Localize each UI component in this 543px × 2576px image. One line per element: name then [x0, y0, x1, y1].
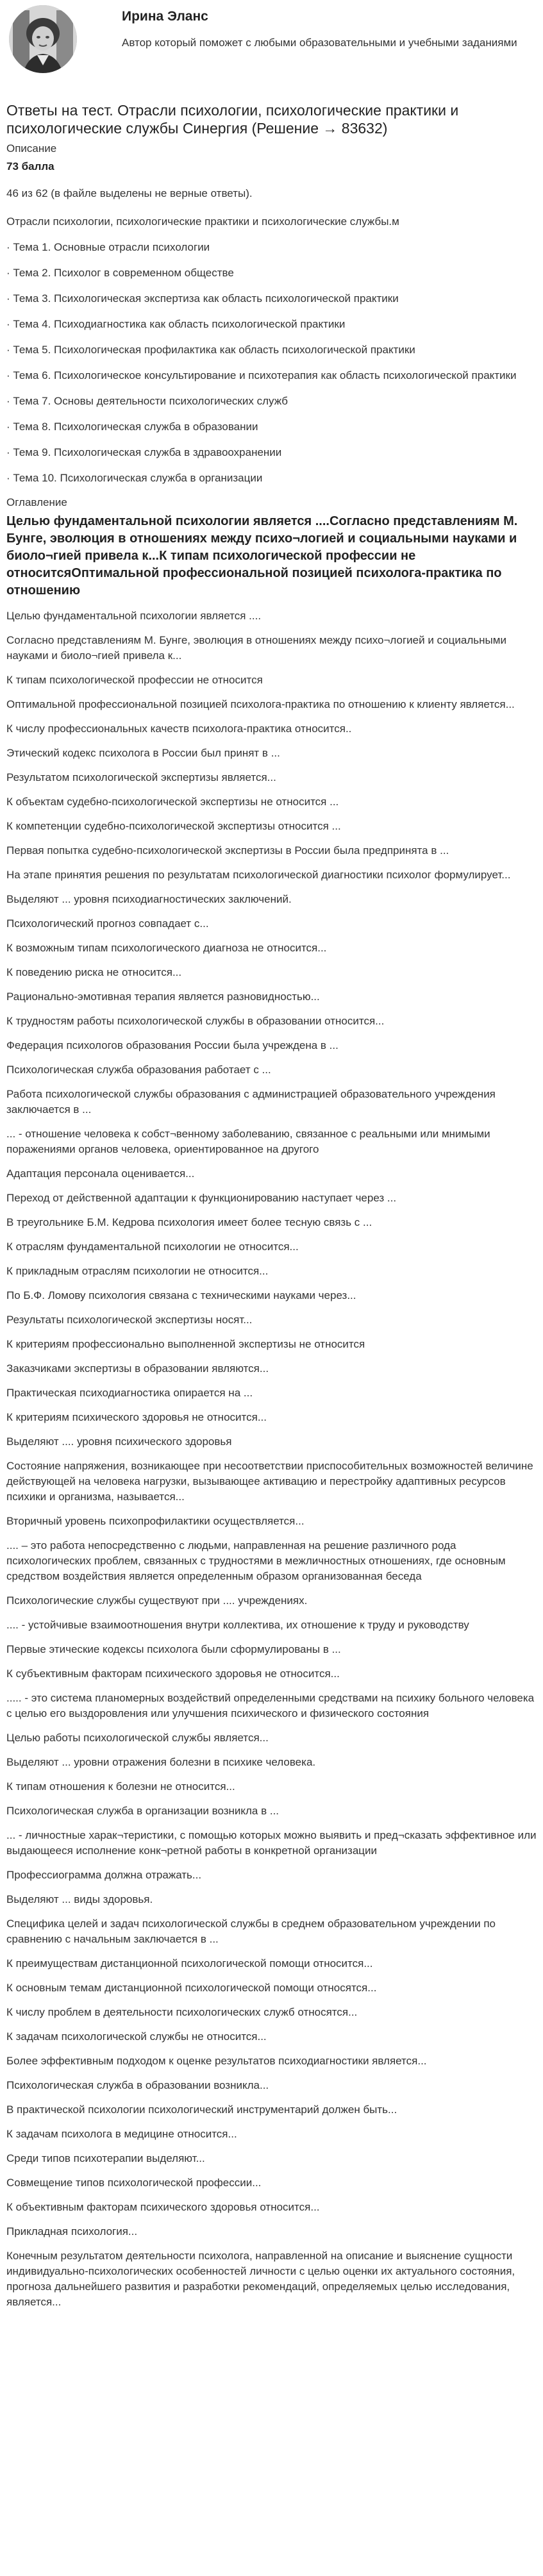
question-item: К субъективным факторам психического здоровья не относится...	[6, 1668, 340, 1680]
author-info	[122, 5, 532, 52]
question-item: Целью работы психологической службы является...	[6, 1732, 269, 1744]
author-avatar[interactable]	[9, 5, 77, 73]
question-item: Заказчиками экспертизы в образовании являются...	[6, 1362, 269, 1375]
question-item: Выделяют ... уровня психодиагностических заключений.	[6, 893, 292, 905]
author-header	[6, 0, 537, 101]
question-item: Вторичный уровень психопрофилактики осуществляется...	[6, 1515, 305, 1527]
question-item: К преимуществам дистанционной психологической помощи относится...	[6, 1957, 373, 1970]
question-item: На этапе принятия решения по результатам психологической диагностики психолог формулирует...	[6, 869, 511, 881]
topic-item: · Тема 1. Основные отрасли психологии	[6, 241, 210, 253]
question-item: Первая попытка судебно-психологической экспертизы в России была предпринята в ...	[6, 844, 449, 857]
question-item: Психологическая служба образования работает с ...	[6, 1064, 271, 1076]
topic-list	[6, 240, 537, 486]
question-item: Федерация психологов образования России была учреждена в ...	[6, 1039, 338, 1051]
author-name[interactable]: Ирина Эланс	[122, 9, 208, 24]
toc-label: Оглавление	[6, 496, 67, 508]
question-item: Адаптация персонала оценивается...	[6, 1167, 195, 1180]
description-label: Описание	[6, 142, 57, 155]
question-item: Результаты психологической экспертизы носят...	[6, 1314, 253, 1326]
question-item: К объектам судебно-психологической экспертизы не относится ...	[6, 796, 339, 808]
question-item: К прикладным отраслям психологии не относится...	[6, 1265, 269, 1277]
question-item: К типам психологической профессии не относится	[6, 674, 263, 686]
question-item: Совмещение типов психологической профессии...	[6, 2177, 262, 2189]
question-item: Психологические службы существуют при .... учреждениях.	[6, 1594, 308, 1607]
question-item: Оптимальной профессиональной позицией психолога-практика по отношению к клиенту является...	[6, 698, 515, 710]
topic-item: · Тема 2. Психолог в современном обществе	[6, 267, 234, 279]
question-item: Прикладная психология...	[6, 2225, 138, 2237]
question-item: К критериям психического здоровья не относится...	[6, 1411, 267, 1423]
question-item: К числу профессиональных качеств психолога-практика относится..	[6, 723, 352, 735]
question-item: Психологическая служба в образовании возникла...	[6, 2079, 269, 2091]
question-item: Психологическая служба в организации возникла в ...	[6, 1805, 280, 1817]
question-item: Более эффективным подходом к оценке результатов психодиагностики является...	[6, 2055, 427, 2067]
question-item: ... - отношение человека к собст¬венному заболеванию, связанное с реальными или мнимыми поражениями органов человека, ориентированное на другого	[6, 1128, 490, 1155]
question-item: .... - устойчивые взаимоотношения внутри коллектива, их отношение к труду и руководству	[6, 1619, 469, 1631]
avatar-photo	[9, 5, 77, 73]
question-item: К поведению риска не относится...	[6, 966, 182, 978]
question-item: К задачам психолога в медицине относится...	[6, 2128, 237, 2140]
question-item: Выделяют .... уровня психического здоровья	[6, 1435, 232, 1448]
question-item: Переход от действенной адаптации к функционированию наступает через ...	[6, 1192, 397, 1204]
question-item: К отраслям фундаментальной психологии не относится...	[6, 1241, 299, 1253]
topic-item: · Тема 8. Психологическая служба в образовании	[6, 421, 258, 433]
question-item: Результатом психологической экспертизы является...	[6, 771, 276, 783]
question-item: .... – это работа непосредственно с людьми, направленная на решение различного рода психологических проблем, связанных с трудностями в межличностных отношениях, где основным средством воздействия является определенным образом организованная беседа	[6, 1539, 506, 1582]
question-item: Первые этические кодексы психолога были сформулированы в ...	[6, 1643, 341, 1655]
question-item: ... - личностные харак¬теристики, с помощью которых можно выявить и пред¬сказать эффективное или выдающееся исполнение конк¬ретной работы в конкретной организации	[6, 1829, 537, 1857]
question-item: Согласно представлениям М. Бунге, эволюция в отношениях между психо¬логией и социальными науками и биоло¬гией привела к...	[6, 634, 506, 662]
question-item: Этический кодекс психолога в России был принят в ...	[6, 747, 280, 759]
topic-item: · Тема 3. Психологическая экспертиза как область психологической практики	[6, 292, 399, 305]
question-item: К компетенции судебно-психологической экспертизы относится ...	[6, 820, 341, 832]
question-item: К объективным факторам психического здоровья относится...	[6, 2201, 320, 2213]
question-item: Среди типов психотерапии выделяют...	[6, 2152, 205, 2164]
question-item: Рационально-эмотивная терапия является разновидностью...	[6, 991, 320, 1003]
question-item: К критериям профессионально выполненной экспертизы не относится	[6, 1338, 365, 1350]
topic-item: · Тема 7. Основы деятельности психологических служб	[6, 395, 288, 407]
question-item: Целью фундаментальной психологии является ....	[6, 610, 262, 622]
question-item: В треугольнике Б.М. Кедрова психология имеет более тесную связь с ...	[6, 1216, 372, 1228]
question-item: Работа психологической службы образования с администрацией образовательного учреждения заключается в ...	[6, 1088, 496, 1116]
question-item: Специфика целей и задач психологической службы в среднем образовательном учреждении по сравнению с начальным заключается в ...	[6, 1918, 496, 1945]
question-item: В практической психологии психологический инструментарий должен быть...	[6, 2103, 397, 2116]
topic-item: · Тема 9. Психологическая служба в здравоохранении	[6, 446, 282, 458]
question-item: К типам отношения к болезни не относится...	[6, 1780, 235, 1793]
question-item: К числу проблем в деятельности психологических служб относятся...	[6, 2006, 358, 2018]
question-item: К задачам психологической службы не относится...	[6, 2030, 267, 2043]
question-item: К трудностям работы психологической службы в образовании относится...	[6, 1015, 385, 1027]
topic-item: · Тема 6. Психологическое консультирование и психотерапия как область психологической практики	[6, 369, 517, 381]
topic-item: · Тема 5. Психологическая профилактика как область психологической практики	[6, 344, 415, 356]
topic-item: · Тема 10. Психологическая служба в организации	[6, 472, 263, 484]
question-item: По Б.Ф. Ломову психология связана с техническими науками через...	[6, 1289, 356, 1301]
question-item: Выделяют ... виды здоровья.	[6, 1893, 153, 1905]
score-value: 73 балла	[6, 160, 54, 172]
subject-line: Отрасли психологии, психологические практики и психологические службы.м	[6, 215, 399, 228]
page-title: Ответы на тест. Отрасли психологии, психологические практики и психологические службы Синергия (Решение → 83632)	[6, 102, 459, 137]
topic-item: · Тема 4. Психодиагностика как область психологической практики	[6, 318, 346, 330]
question-item: Конечным результатом деятельности психолога, направленной на описание и выяснение сущности индивидуально-психологических особенностей личности с целью оценки их актуального состояния, прогноза дальнейшего развития и разработки рекомендаций, определяемых целью исследования, является...	[6, 2250, 515, 2308]
question-item: Состояние напряжения, возникающее при несоответствии приспособительных возможностей величине действующей на человека нагрузки, вызывающее активацию и перестройку адаптивных ресурсов психики и организма, называется...	[6, 1460, 533, 1503]
question-item: К возможным типам психологического диагноза не относится...	[6, 942, 327, 954]
question-item: Практическая психодиагностика опирается на ...	[6, 1387, 253, 1399]
question-count: 46 из 62 (в файле выделены не верные ответы).	[6, 187, 253, 199]
author-description: Автор который поможет с любыми образовательными и учебными заданиями	[122, 37, 517, 49]
question-item: Профессиограмма должна отражать...	[6, 1869, 202, 1881]
question-item: К основным темам дистанционной психологической помощи относятся...	[6, 1982, 377, 1994]
toc-heading: Целью фундаментальной психологии является ....Согласно представлениям М. Бунге, эволюция в отношениях между психо¬логией и социальными науками и биоло¬гией привела к...К типам психологической профессии не относитсяОптимальной профессиональной позицией психолога-практика по отношению	[6, 514, 518, 598]
question-list	[6, 608, 537, 2310]
question-item: ..... - это система планомерных воздействий определенными средствами на психику больного человека с целью его выздоровления или улучшения психического и физического состояния	[6, 1692, 535, 1719]
question-item: Выделяют ... уровни отражения болезни в психике человека.	[6, 1756, 316, 1768]
question-item: Психологический прогноз совпадает с...	[6, 917, 209, 930]
